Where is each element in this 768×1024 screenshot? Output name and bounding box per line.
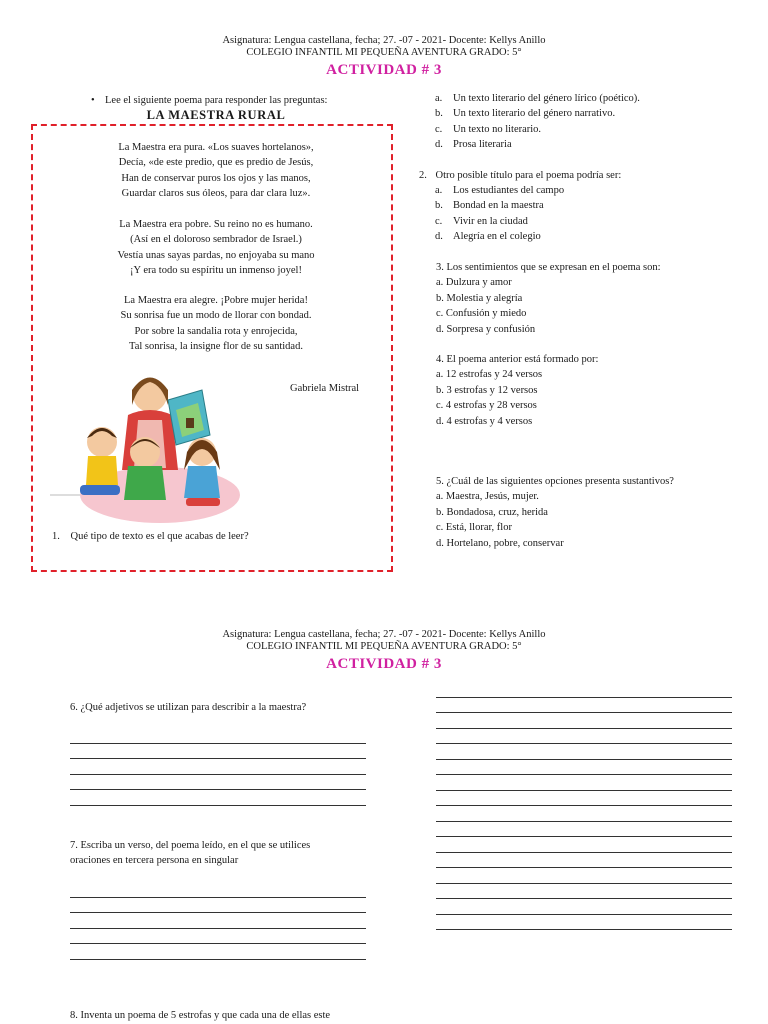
option-text: Prosa literaria xyxy=(453,139,512,151)
header-line-2: COLEGIO INFANTIL MI PEQUEÑA AVENTURA GRADO: 5° xyxy=(246,641,522,652)
option-text: Los estudiantes del campo xyxy=(453,185,565,196)
question-text: 5. ¿Cuál de las siguientes opciones presenta sustantivos? xyxy=(436,476,674,487)
verse: Han de conservar puros los ojos y las manos, xyxy=(121,172,311,184)
stanza-1 xyxy=(46,140,386,202)
verse: (Así en el doloroso sembrador de Israel.) xyxy=(130,234,302,246)
question-text: Otro posible título para el poema podría ser: xyxy=(435,170,622,181)
question-6: 6. ¿Qué adjetivos se utilizan para describir a la maestra? xyxy=(70,702,307,713)
option-item[interactable] xyxy=(435,229,564,244)
question-2 xyxy=(419,168,621,183)
teacher-reading-to-children-icon xyxy=(50,360,250,530)
option-item[interactable]: a. Maestra, Jesús, mujer. xyxy=(436,491,539,503)
answer-lines-q7[interactable] xyxy=(70,882,366,960)
option-letter: b. xyxy=(435,200,443,212)
verse: Su sonrisa fue un modo de llorar con bondad. xyxy=(120,310,312,322)
option-item[interactable]: b. Molestia y alegría xyxy=(436,292,523,304)
option-item[interactable]: c. Confusión y miedo xyxy=(436,308,527,320)
option-letter: a. xyxy=(435,185,443,196)
option-item[interactable] xyxy=(435,198,564,213)
option-item[interactable] xyxy=(435,183,564,198)
question-7 xyxy=(70,838,310,869)
verse: Decía, «de este predio, que es predio de Jesús, xyxy=(118,157,314,169)
verse: La Maestra era alegre. ¡Pobre mujer herida! xyxy=(124,295,308,306)
option-text: Bondad en la maestra xyxy=(453,200,544,212)
activity-title: ACTIVIDAD # 3 xyxy=(326,656,442,672)
option-text: Alegría en el colegio xyxy=(453,231,541,243)
verse: ¡Y era todo su espíritu un inmenso joyel! xyxy=(130,265,302,277)
question-text: 4. El poema anterior está formado por: xyxy=(436,354,599,365)
activity-title: ACTIVIDAD # 3 xyxy=(326,62,442,78)
question-5 xyxy=(436,474,674,551)
question-3 xyxy=(436,260,661,337)
stanza-2 xyxy=(46,217,386,279)
option-item[interactable] xyxy=(435,106,640,121)
poem-author: Gabriela Mistral xyxy=(290,383,360,394)
instruction: • Lee el siguiente poema para responder las preguntas: xyxy=(105,93,327,108)
option-item[interactable]: b. Bondadosa, cruz, herida xyxy=(436,506,548,518)
question-text: 7. Escriba un verso, del poema leído, en el que se utilices xyxy=(70,840,311,851)
question-4 xyxy=(436,352,598,429)
option-letter: c. xyxy=(435,215,443,227)
verse: Tal sonrisa, la insigne flor de su santidad. xyxy=(129,341,303,353)
option-item[interactable]: a. Dulzura y amor xyxy=(436,277,512,289)
option-text: Un texto literario del género lírico (poético). xyxy=(453,93,640,104)
verse: La Maestra era pura. «Los suaves hortelanos», xyxy=(118,142,314,153)
option-item[interactable]: c. Está, llorar, flor xyxy=(436,522,512,534)
option-item[interactable] xyxy=(435,91,640,106)
answer-lines-right[interactable] xyxy=(436,682,732,930)
option-letter: d. xyxy=(435,231,443,243)
question-number: 1. xyxy=(52,531,60,542)
option-item[interactable] xyxy=(435,137,640,152)
verse: Por sobre la sandalia rota y enrojecida, xyxy=(134,325,298,337)
option-item[interactable]: b. 3 estrofas y 12 versos xyxy=(436,384,538,396)
question-text: oraciones en tercera persona en singular xyxy=(70,855,239,867)
option-letter: b. xyxy=(435,108,443,120)
option-text: Un texto literario del género narrativo. xyxy=(453,108,616,120)
verse: La Maestra era pobre. Su reino no es humano. xyxy=(119,219,313,230)
option-letter: d. xyxy=(435,139,443,151)
answer-lines-q6[interactable] xyxy=(70,728,366,806)
header-line-1: Asignatura: Lengua castellana, fecha; 27. -07 - 2021- Docente: Kellys Anillo xyxy=(222,35,546,46)
option-item[interactable]: c. 4 estrofas y 28 versos xyxy=(436,400,537,412)
question-text: 3. Los sentimientos que se expresan en el poema son: xyxy=(436,262,661,273)
question-number: 2. xyxy=(419,170,427,181)
q1-options xyxy=(435,91,640,153)
verse: Guardar claros sus óleos, para dar clara luz». xyxy=(121,188,311,200)
option-item[interactable]: d. 4 estrofas y 4 versos xyxy=(436,415,533,427)
option-item[interactable]: d. Hortelano, pobre, conservar xyxy=(436,537,564,549)
header-line-1: Asignatura: Lengua castellana, fecha; 27. -07 - 2021- Docente: Kellys Anillo xyxy=(222,629,546,640)
q2-options xyxy=(435,183,564,245)
stanza-3 xyxy=(46,293,386,355)
option-text: Un texto no literario. xyxy=(453,123,542,135)
question-text: Qué tipo de texto es el que acabas de leer? xyxy=(70,531,249,542)
poem-title: LA MAESTRA RURAL xyxy=(146,108,286,122)
option-item[interactable] xyxy=(435,122,640,137)
option-item[interactable]: d. Sorpresa y confusión xyxy=(436,323,536,335)
question-8: 8. Inventa un poema de 5 estrofas y que cada una de ellas este xyxy=(70,1010,331,1021)
option-item[interactable] xyxy=(435,214,564,229)
option-letter: a. xyxy=(435,93,443,104)
option-text: Vivir en la ciudad xyxy=(453,215,528,227)
header-line-2: COLEGIO INFANTIL MI PEQUEÑA AVENTURA GRADO: 5° xyxy=(246,47,522,58)
verse: Vestía unas sayas pardas, no enjoyaba su mano xyxy=(117,249,315,261)
option-item[interactable]: a. 12 estrofas y 24 versos xyxy=(436,369,543,381)
option-letter: c. xyxy=(435,123,443,135)
question-1 xyxy=(52,529,249,544)
